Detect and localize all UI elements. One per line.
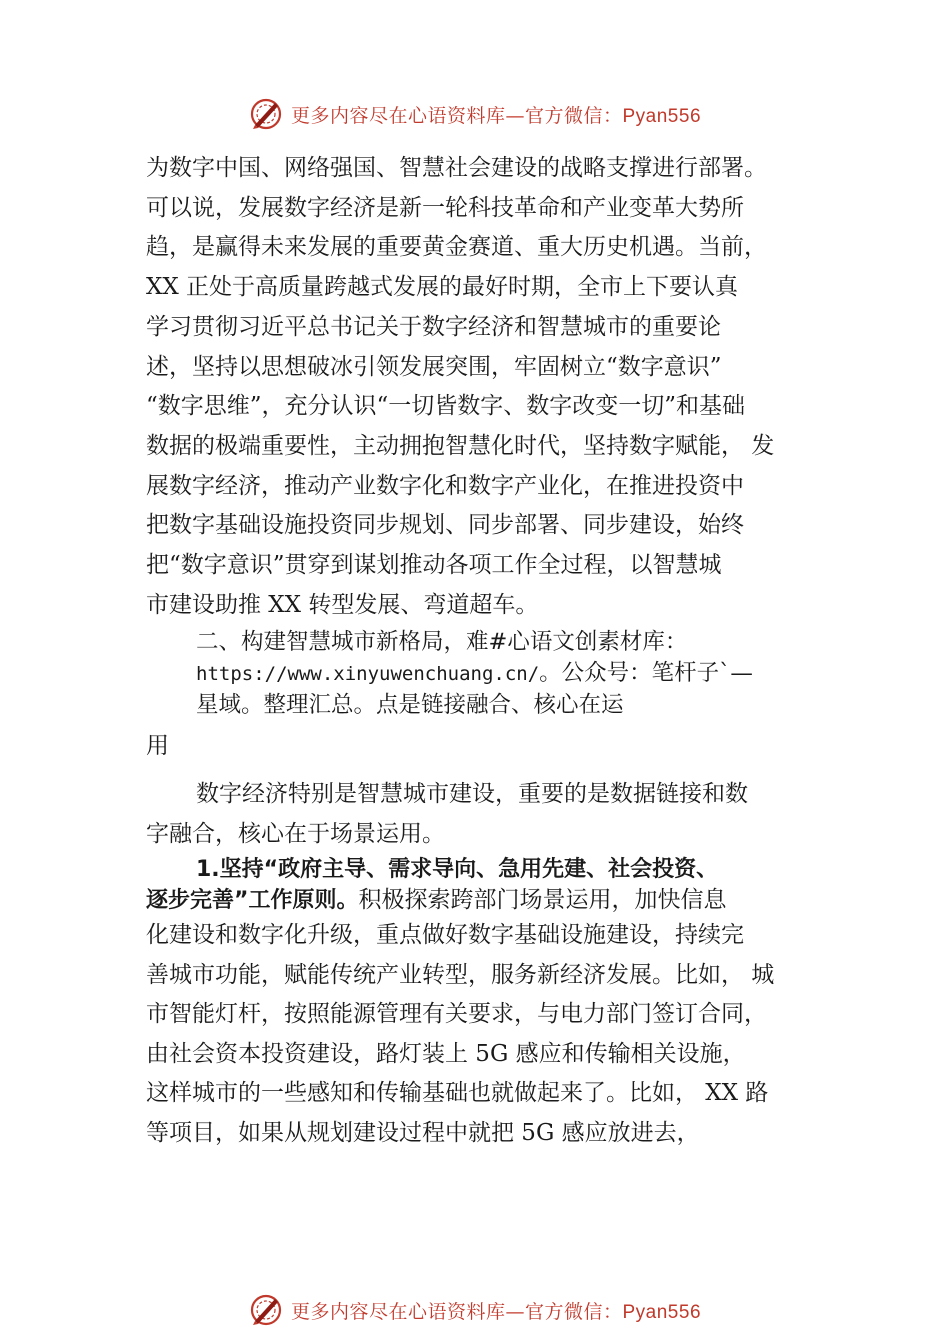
text-line: 这样城市的一些感知和传输基础也就做起来了。比如， XX 路 (146, 1080, 769, 1107)
header-wechat-id: Pyan556 (622, 105, 702, 127)
text-line: 数据的极端重要性，主动拥抱智慧化时代，坚持数字赋能， 发 (146, 432, 775, 459)
item-1-work-principle (146, 854, 826, 1153)
text-line: 由社会资本投资建设，路灯装上 5G 感应和传输相关设施， (146, 1040, 746, 1067)
text-line: 市智能灯杆，按照能源管理有关要求，与电力部门签订合同， (146, 1001, 767, 1028)
footer-banner (0, 1290, 950, 1330)
text-line: 字融合，核心在于场景运用。 (146, 821, 445, 848)
text-line: 学习贯彻习近平总书记关于数字经济和智慧城市的重要论 (146, 313, 721, 340)
text-line: 把数字基础设施投资同步规划、同步部署、同步建设，始终 (146, 512, 744, 539)
text-line: 市建设助推 XX 转型发展、弯道超车。 (146, 591, 539, 618)
heading-line: 二、构建智慧城市新格局，难#心语文创素材库： (196, 629, 688, 656)
header-banner-text: 更多内容尽在心语资料库—官方微信：Pyan556 (290, 104, 702, 127)
text-line: 展数字经济，推动产业数字化和数字产业化，在推进投资中 (146, 472, 744, 499)
heading-tail: 用 (146, 733, 169, 760)
pen-logo-icon (249, 97, 283, 131)
text-line: 趋，是赢得未来发展的重要黄金赛道、重大历史机遇。当前， (146, 234, 767, 261)
document-body (146, 149, 826, 1153)
text-line: XX 正处于高质量跨越式发展的最好时期，全市上下要认真 (146, 274, 739, 301)
text-line: 等项目，如果从规划建设过程中就把 5G 感应放进去， (146, 1119, 700, 1146)
paragraph-data-fusion (146, 774, 826, 854)
text-line: 数字经济特别是智慧城市建设，重要的是数据链接和数 (196, 781, 748, 808)
text-line: “数字思维”，充分认识“一切皆数字、数字改变一切”和基础 (146, 393, 746, 420)
heading-line: 星域。整理汇总。点是链接融合、核心在运 (196, 692, 624, 719)
text-line: 可以说，发展数字经济是新一轮科技革命和产业变革大势所 (146, 194, 744, 221)
section-heading-2 (146, 627, 826, 721)
text-line: 化建设和数字化升级，重点做好数字基础设施建设，持续完 (146, 922, 744, 949)
heading-line: https://www.xinyuwenchuang.cn/。公众号：笔杆子`— (196, 660, 753, 687)
text-line: 逐步完善”工作原则。积极探索跨部门场景运用，加快信息 (146, 887, 727, 914)
header-banner (0, 94, 950, 134)
paragraph-digital-economy (146, 149, 826, 625)
source-url-link[interactable]: https://www.xinyuwenchuang.cn/ (196, 663, 540, 686)
text-line: 为数字中国、网络强国、智慧社会建设的战略支撑进行部署。 (146, 155, 767, 181)
footer-wechat-id: Pyan556 (622, 1301, 702, 1323)
text-line: 把“数字意识”贯穿到谋划推动各项工作全过程，以智慧城 (146, 552, 722, 579)
text-line (146, 854, 826, 885)
pen-logo-icon (249, 1293, 283, 1327)
item-1-bold-title: 1.坚持“政府主导、需求导向、急用先建、社会投资、 (196, 857, 719, 883)
item-1-bold-title-cont: 逐步完善”工作原则。 (146, 888, 359, 914)
text-line: 述，坚持以思想破冰引领发展突围，牢固树立“数字意识” (146, 353, 722, 380)
text-line: 善城市功能，赋能传统产业转型，服务新经济发展。比如， 城 (146, 961, 775, 988)
footer-banner-text: 更多内容尽在心语资料库—官方微信：Pyan556 (290, 1300, 702, 1323)
